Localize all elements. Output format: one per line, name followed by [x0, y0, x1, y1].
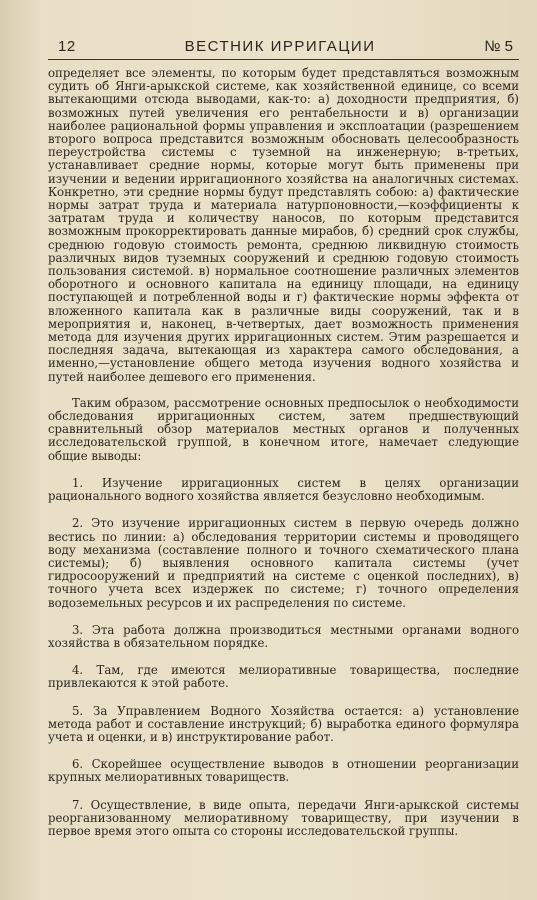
conclusion-item-2: 2. Это изучение ирригационных систем в первую очередь должно вестись по линии: а) обследования территории системы и проводящего воду механизма (составление полного и точного схематического плана системы); б) выявления основного капитала системы (учет гидросооружений и предприятий на системе с оценкой последних), в) точного учета всех издержек по системе; г) точного определения водоземельных ресурсов и их распределения по системе.: [48, 516, 519, 610]
conclusion-item-4: 4. Там, где имеются мелиоративные товарищества, последние привлекаются к этой работе.: [48, 663, 519, 691]
paragraph-continuation: определяет все элементы, по которым будет представляться возможным судить об Янги-арыкской системе, как хозяйственной единице, со всеми вытекающими отсюда выводами, как-то: а) доходности предприятия, б) возможных путей увеличения его рентабельности и в) организации наиболее рациональной формы управления и эксплоатации (разрешением второго вопроса представится возможным обосновать целесообразность переустройства системы с туземной на инженерную; в-третьих, устанавливает средние нормы, которые могут быть применены при изучении и ведении ирригационного хозяйства на аналогичных системах. Конкретно, эти средние нормы будут представлять собою: а) фактические нормы затрат труда и материала натурпоновности,—коэффициенты к затратам труда и количеству наносов, по которым представится возможным прокорректировать данные мирабов, б) средний срок службы, среднюю годовую стоимость ремонта, среднюю ликвидную стоимость различных видов туземных сооружений и среднюю годовую стоимость пользования системой. в) нормальное соотношение различных элементов оборотного и основного капитала на единицу площади, на единицу поступающей и потребленной воды и г) фактические нормы эффекта от вложенного капитала как в различные виды сооружений, так и в мероприятия и, наконец, в-четвертых, дает возможность применения метода для изучения других ирригационных систем. Этим разрешается и последняя задача, вытекающая из характера самого обследования, а именно,—установление общего метода изучения водного хозяйства и путей наиболее дешевого его применения.: [48, 66, 519, 384]
paragraph-summary: Таким образом, рассмотрение основных предпосылок о необходимости обследования ирригационных систем, затем предшествующий сравнительный обзор материалов местных органов и полученных исследовательской группой, в конечном итоге, намечает следующие общие выводы:: [48, 395, 519, 463]
journal-title: ВЕСТНИК ИРРИГАЦИИ: [184, 38, 376, 55]
running-header: [48, 38, 519, 60]
conclusion-item-3: 3. Эта работа должна производиться местными органами водного хозяйства в обязательном порядке.: [48, 622, 519, 650]
conclusion-item-1: 1. Изучение ирригационных систем в целях организации рационального водного хозяйства является безусловно необходимым.: [48, 475, 519, 504]
article-body: [48, 67, 519, 838]
conclusion-item-5: 5. За Управлением Водного Хозяйства остается: а) установление метода работ и составление инструкций; б) выработка единого формуляра учета и оценки, и в) инструктирование работ.: [48, 703, 519, 744]
conclusion-item-7: 7. Осуществление, в виде опыта, передачи Янги-арыкской системы реорганизованному мелиоративному товариществу, при изучении в первое время этого опыта со стороны исследовательской группы.: [48, 797, 519, 838]
conclusion-item-6: 6. Скорейшее осуществление выводов в отношении реорганизации крупных мелиоративных товариществ.: [48, 757, 519, 785]
page-number: 12: [58, 38, 76, 55]
issue-number: № 5: [484, 38, 513, 55]
